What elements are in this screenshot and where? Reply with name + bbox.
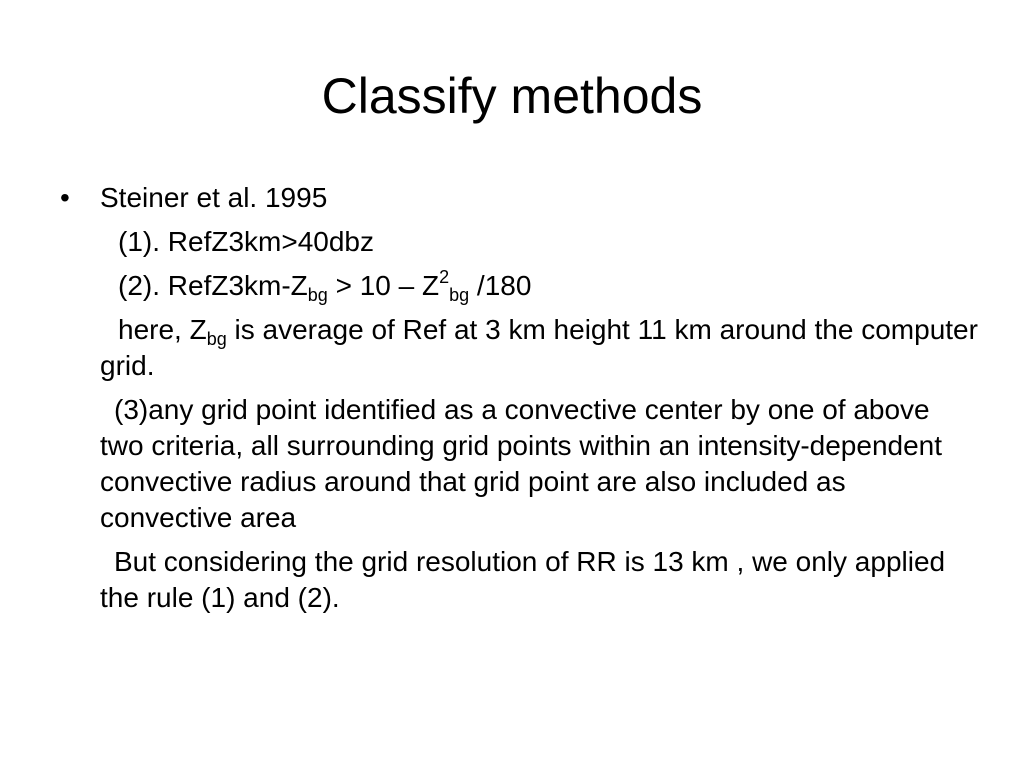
rule-2-sub-bg: bg [307,285,328,305]
slide-title: Classify methods [321,68,703,124]
rule-2-suffix: /180 [469,270,532,301]
bullet-heading: Steiner et al. 1995 [100,182,328,213]
rule-3 [100,392,980,536]
bullet-marker: • [60,182,70,213]
resolution-note [100,544,980,616]
zbg-prefix: here, Z [118,314,207,345]
rule-3-text: (3)any grid point identified as a convective center by one of above two criteria, all surrounding grid points within an intensity-dependent convective radius around that grid point are also included as convective area [100,394,943,533]
rule-2-sub-bg-2: bg [449,285,470,305]
rule-2 [100,268,980,304]
zbg-definition [100,312,980,384]
resolution-note-text: But considering the grid resolution of RR is 13 km , we only applied the rule (1) and (2). [100,546,946,613]
slide-body [100,180,980,624]
rule-2-prefix: (2). RefZ3km-Z [118,270,308,301]
rule-2-sup-2: 2 [439,267,450,287]
zbg-suffix: is average of Ref at 3 km height 11 km around the computer grid. [100,314,978,381]
zbg-sub: bg [206,329,227,349]
rule-2-middle: > 10 – Z [327,270,440,301]
rule-1: (1). RefZ3km>40dbz [118,226,374,257]
